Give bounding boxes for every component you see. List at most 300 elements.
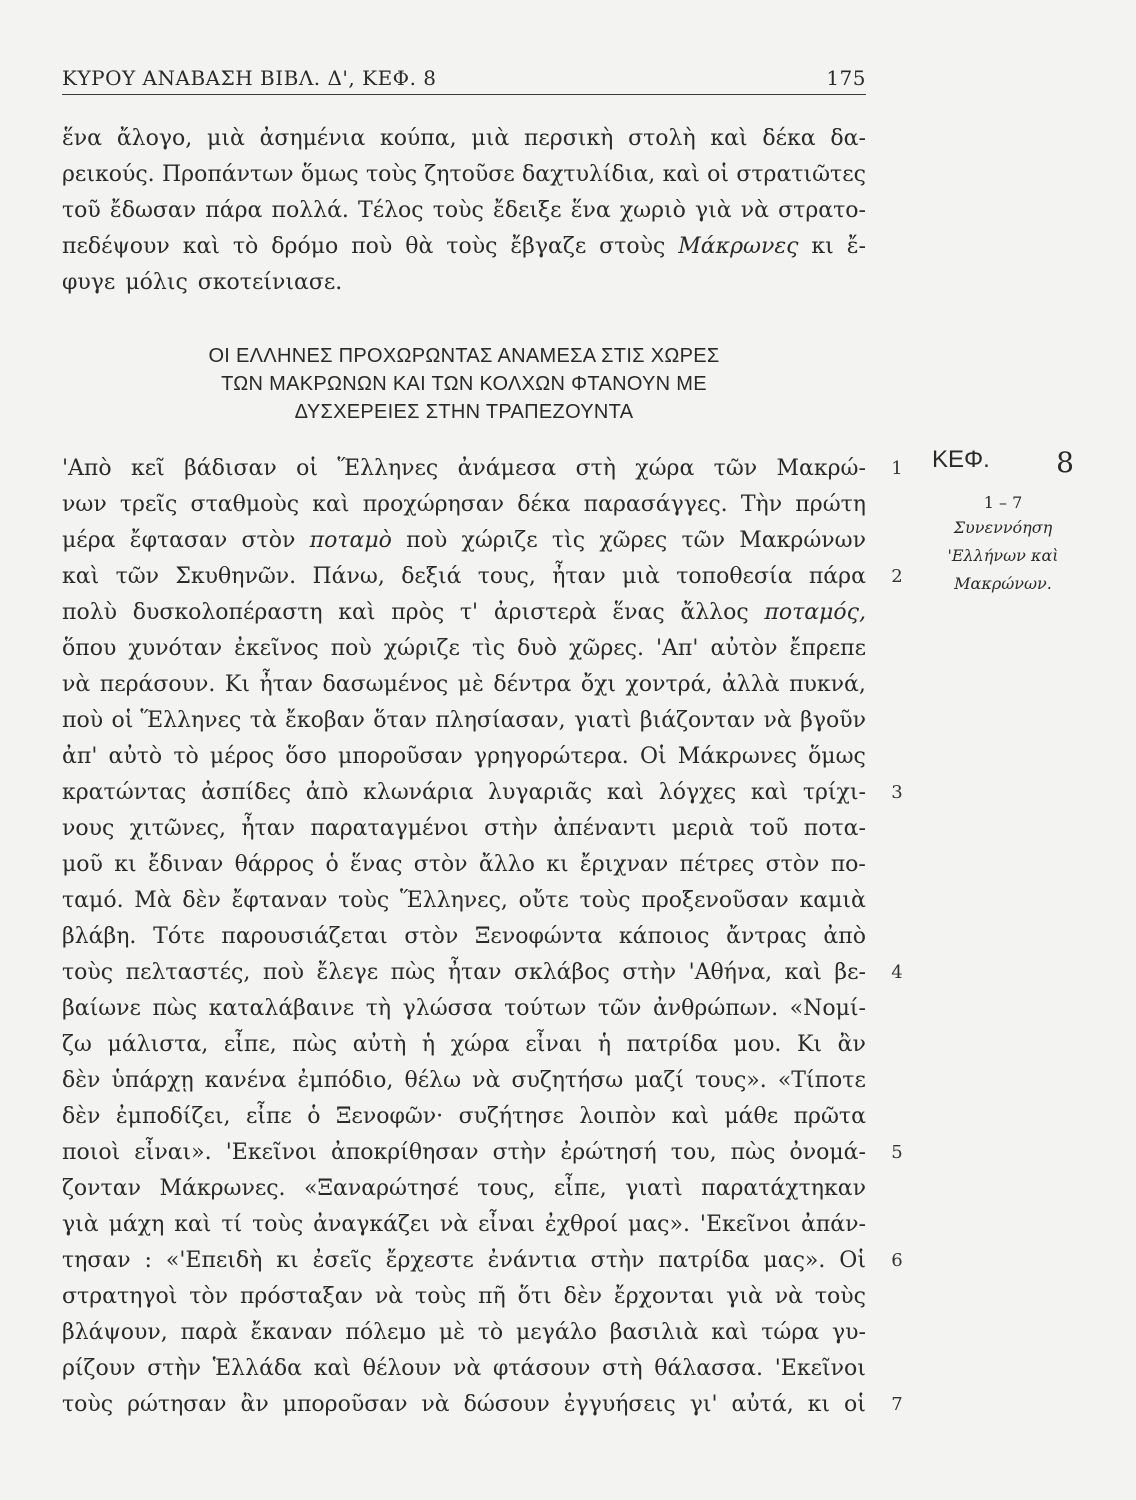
word: Μάκρωνες (678, 234, 799, 259)
word: ἔρχεστε (385, 1248, 474, 1273)
word: τὸν (189, 1284, 229, 1309)
word: ἀσπίδες (201, 780, 292, 805)
word: ἔδωσαν (109, 198, 197, 223)
word: εἶναι (525, 1032, 583, 1057)
word: ποὺ (62, 708, 104, 733)
word: ἀπὸ (823, 924, 866, 949)
word: γιὰ (695, 198, 732, 223)
word: ἔφταναν (231, 888, 328, 913)
word: ὅπου (62, 636, 117, 661)
word: χώρα (450, 1032, 510, 1057)
word: ὄχι (580, 672, 617, 697)
word: λυγαριᾶς (488, 780, 593, 805)
word: ἄντρας (726, 924, 807, 949)
word: χῶρες. (569, 636, 644, 661)
word: στὴν (492, 1140, 547, 1165)
word: δὲν (563, 1284, 603, 1309)
word: τοῦ (62, 198, 101, 223)
word: τ' (459, 600, 479, 625)
word: τῶν (115, 564, 160, 589)
word: μέρος (209, 744, 275, 769)
word: στρατιῶτες (736, 162, 866, 187)
word: στὴν (590, 1248, 645, 1273)
word: καταλάβαινε (208, 996, 355, 1021)
word: τούτων (504, 996, 587, 1021)
word: βλάβη. (62, 924, 137, 949)
section-range: 1 – 7 (983, 493, 1023, 512)
text-line (62, 1135, 866, 1171)
word: ἡ (421, 1032, 436, 1057)
word: τῶν (597, 996, 642, 1021)
word: οἱ Ἕλληνες (111, 708, 242, 733)
word: ρεικούς. (62, 162, 155, 187)
word: ὁ (307, 1104, 321, 1129)
word: τησαν (62, 1248, 131, 1273)
heading-line: ΤΩΝ ΜΑΚΡΩΝΩΝ ΚΑΙ ΤΩΝ ΚΟΛΧΩΝ ΦΤΑΝΟΥΝ ΜΕ (221, 373, 707, 395)
word: βγοῦν (800, 708, 866, 733)
word: «Ξαναρώτησέ (304, 1176, 459, 1201)
word: στὸν (241, 528, 296, 553)
word: μοῦ (62, 852, 103, 877)
word: ὅσο (285, 744, 327, 769)
word: στὴν (484, 816, 538, 841)
word: Προπάντων (161, 162, 294, 187)
word: ἔδιναν (147, 852, 224, 877)
section-number: 2 (891, 566, 903, 587)
word: μιὰ (207, 126, 245, 151)
text-line (62, 1351, 866, 1387)
word: ἀποκρίθησαν (330, 1140, 479, 1165)
word: στρατο- (778, 198, 866, 223)
word: τὶς (551, 528, 586, 553)
word: Σκυθηνῶν. (175, 564, 297, 589)
word: σκλάβος (513, 960, 610, 985)
word: ἐρώτησή (560, 1140, 657, 1165)
word: πὼς (292, 1032, 338, 1057)
word: καὶ (750, 780, 789, 805)
word: ἀνάμεσα (457, 456, 557, 481)
word: δυσκολοπέραστη (132, 600, 323, 625)
word: μάθε (724, 1104, 779, 1129)
text-line (62, 1027, 866, 1063)
word: σταθμοὺς (190, 492, 300, 517)
word: καὶ (606, 780, 645, 805)
page-number: 175 (826, 66, 866, 90)
word: ὅμως (300, 162, 359, 187)
word: ἀνθρώπων. (652, 996, 779, 1021)
chapter-marker (932, 446, 1074, 479)
word: πλησίασαν, (435, 708, 566, 733)
word: τῶν (713, 456, 758, 481)
word: ἀριστερὰ (493, 600, 597, 625)
word: ποτα- (803, 816, 866, 841)
word: πελταστές, (125, 960, 251, 985)
word: ἕνας (350, 852, 403, 877)
word: μέρα (62, 528, 116, 553)
word: τὴ (365, 996, 392, 1021)
word: φτάσουν (492, 1356, 591, 1381)
word: τους, (477, 564, 536, 589)
word: ἂν (837, 1032, 866, 1057)
chapter-label: ΚΕΦ. (932, 446, 990, 473)
word: 'Απ' (656, 636, 699, 661)
word: Ἕλληνες, (399, 888, 508, 913)
word: ἀναγκάζει (313, 1212, 430, 1237)
word: κούπα, (379, 126, 457, 151)
word: ἕνα (62, 126, 103, 151)
word: ἐχθροί (544, 1212, 619, 1237)
word: παρουσιάζεται (221, 924, 388, 949)
word: 'Εκεῖνοι (699, 1212, 792, 1237)
word: τὸ (173, 744, 199, 769)
word: Ἕλληνες (337, 456, 439, 481)
word: ἄλογο, (116, 126, 193, 151)
word: παραταγμένοι (310, 816, 469, 841)
word: κι (546, 852, 569, 877)
word: λόγχες (658, 780, 737, 805)
word: βαίωνε (62, 996, 141, 1021)
word: Τέλος (358, 198, 424, 223)
word: : (144, 1248, 152, 1273)
word: ποιοὶ (62, 1140, 121, 1165)
word: ἕνας (612, 600, 665, 625)
word: στοὺς (599, 234, 666, 259)
word: Ξενοφώντα (474, 924, 603, 949)
word: μιὰ (471, 126, 510, 151)
word: στὴ (575, 456, 616, 481)
word: πρὸς (391, 600, 445, 625)
word: τί (221, 1212, 243, 1237)
word: νὰ (472, 1068, 501, 1093)
word: παρασάγγες. (583, 492, 728, 517)
word: δέντρα (493, 672, 572, 697)
word: Ξενοφῶν· (335, 1104, 444, 1129)
word: πῆ (478, 1284, 506, 1309)
word: νὰ (62, 672, 91, 697)
word: Μακρώ- (776, 456, 866, 481)
word: μεγάλο (516, 1320, 597, 1345)
word: μου. (733, 1032, 782, 1057)
word: καὶ (62, 564, 100, 589)
word: δὲν (62, 1068, 101, 1093)
word: μας». (628, 1212, 690, 1237)
word: τοὺς (365, 162, 418, 187)
word: κι (114, 852, 137, 877)
word: Μάκρωνες. (159, 1176, 286, 1201)
word: βιάζονταν (639, 708, 756, 733)
text-line (62, 739, 866, 775)
word: αὐτὸ (108, 744, 163, 769)
running-title: ΚΥΡΟΥ ΑΝΑΒΑΣΗ ΒΙΒΛ. Δ', ΚΕΦ. 8 (62, 66, 437, 90)
word: ἔ- (846, 234, 866, 259)
word: καὶ (338, 600, 376, 625)
word: στὴ (602, 1356, 643, 1381)
text-line (62, 229, 866, 265)
text-line (62, 1207, 866, 1243)
word: του, (670, 1140, 717, 1165)
word: στὸν (413, 852, 468, 877)
word: ἔφτασαν (129, 528, 228, 553)
word: πὼς (390, 960, 436, 985)
word: ποὺ (351, 234, 393, 259)
word: στρατηγοὶ (62, 1284, 178, 1309)
word: ὀνομά- (789, 1140, 866, 1165)
word: νὰ (740, 198, 770, 223)
word: ἦταν (552, 564, 606, 589)
word: μάχη (108, 1212, 165, 1237)
word: στολὴ (628, 126, 696, 151)
word: πάρα (205, 198, 263, 223)
text-line (62, 451, 866, 487)
word: τὰ (249, 708, 277, 733)
text-line (62, 193, 866, 229)
word: ρίζουν (62, 1356, 136, 1381)
word: δὲν (62, 1104, 101, 1129)
word: καὶ (182, 234, 220, 259)
word: βλάψουν, (62, 1320, 168, 1345)
text-line (62, 847, 866, 883)
word: Μακρώνων (739, 528, 866, 553)
word: ὅτι (517, 1284, 552, 1309)
word: ἕνα (570, 198, 611, 223)
word: Οἱ (839, 1248, 866, 1273)
word: Τὴν (740, 492, 783, 517)
word: μποροῦσαν (282, 1392, 408, 1417)
word: γιὰ (726, 1284, 763, 1309)
word: δέκα (762, 126, 816, 151)
word: νους (62, 816, 115, 841)
word: τοὺς (62, 1392, 114, 1417)
running-head (62, 66, 866, 95)
word: δέκα (517, 492, 571, 517)
text-line (62, 121, 866, 157)
word: «Τίποτε (777, 1068, 866, 1093)
text-line (62, 703, 866, 739)
word: 'Εκεῖνοι (774, 1356, 866, 1381)
main-paragraph (62, 451, 866, 1423)
text-line (62, 775, 866, 811)
word: Οἱ (639, 744, 667, 769)
word: ὅταν (373, 708, 427, 733)
word: ἡ (597, 1032, 612, 1057)
word: θέλουν (362, 1356, 442, 1381)
word: «Νομί- (789, 996, 866, 1021)
word: μας». (763, 1248, 826, 1273)
word: ἔρχονται (613, 1284, 715, 1309)
word: νὰ (453, 1356, 482, 1381)
word: καὶ (312, 492, 350, 517)
word: 'Αθήνα, (688, 960, 773, 985)
word: καὶ (662, 162, 700, 187)
word: συζητήσω (511, 1068, 624, 1093)
word: ἀπέναντι (553, 816, 657, 841)
word: μὲ (457, 672, 484, 697)
word: Κι (796, 1032, 823, 1057)
word: τοὺς (62, 960, 114, 985)
word: εἶπε, (223, 1032, 277, 1057)
word: αὐτὸν (710, 636, 778, 661)
word: καὶ (671, 1104, 709, 1129)
word: πυκνά, (789, 672, 866, 697)
text-line (62, 523, 866, 559)
word: ἀπ' (62, 744, 98, 769)
intro-paragraph (62, 121, 866, 301)
word: ὑπάρχῃ (111, 1068, 194, 1093)
word: Πάνω, (312, 564, 385, 589)
word: χιτῶνες, (129, 816, 226, 841)
word: τῶν (681, 528, 725, 553)
text-line (62, 487, 866, 523)
word: ἀπὸ (305, 780, 349, 805)
word: ἐσεῖς (312, 1248, 372, 1273)
word: τοὺς (579, 888, 631, 913)
word: πεδέψουν (62, 234, 170, 259)
word: χώρα (635, 456, 695, 481)
word: αὐτά, (731, 1392, 794, 1417)
word: δεξιά (401, 564, 462, 589)
word: ταμό. (62, 888, 124, 913)
word: μάλιστα, (107, 1032, 209, 1057)
word: κι (807, 1392, 831, 1417)
word: εἶπε (245, 1104, 292, 1129)
word: ζω (62, 1032, 92, 1057)
word: μιὰ (622, 564, 660, 589)
word: τους, (477, 1176, 536, 1201)
word: Κι (224, 672, 250, 697)
word: τὸ (232, 234, 259, 259)
word: συζήτησε (458, 1104, 564, 1129)
summary-line: 'Ελλήνων καὶ (947, 546, 1059, 565)
word: οἱ (296, 456, 318, 481)
word: μεριὰ (671, 816, 735, 841)
word: ἐμποδίζει, (115, 1104, 231, 1129)
text-line (62, 991, 866, 1027)
word: πὼς (152, 996, 198, 1021)
word: μποροῦσαν (337, 744, 463, 769)
word: ἦταν (447, 960, 502, 985)
word: πρῶτα (793, 1104, 866, 1129)
word: χώριζε (383, 636, 460, 661)
word: γι' (689, 1392, 718, 1417)
word: τὶς (471, 636, 506, 661)
word: δασωμένος (322, 672, 449, 697)
word: ποὺ (262, 960, 304, 985)
word: προξενοῦσαν (641, 888, 789, 913)
word: τοῦ (749, 816, 789, 841)
word: γιατὶ (625, 1176, 683, 1201)
text-line (62, 667, 866, 703)
word: ἔδειξε (492, 198, 562, 223)
word: θάρρος (234, 852, 315, 877)
word: θάλασσα. (654, 1356, 764, 1381)
word: νὰ (439, 1212, 469, 1237)
word: τοὺς (415, 1284, 467, 1309)
word: λοιπὸν (579, 1104, 657, 1129)
word: χοντρά, (625, 672, 713, 697)
word: στὴν (622, 960, 677, 985)
text-line (62, 595, 866, 631)
word: 'Εκεῖνοι (225, 1140, 317, 1165)
section-number: 4 (891, 962, 903, 983)
word: καὶ (711, 1320, 749, 1345)
word: ἦταν (259, 672, 314, 697)
word: τρίχι- (802, 780, 866, 805)
word: κλωνάρια (363, 780, 474, 805)
word: χῶρες (599, 528, 668, 553)
word: καὶ (313, 1356, 351, 1381)
word: ἄλλο (478, 852, 535, 877)
text-line (62, 1243, 866, 1279)
word: πατρίδα (658, 1248, 750, 1273)
word: εἶπε, (553, 1176, 607, 1201)
word: παρατάχτηκαν (701, 1176, 866, 1201)
word: δαχτυλίδια, (522, 162, 656, 187)
word: πρόσταξαν (239, 1284, 363, 1309)
section-number: 5 (891, 1142, 903, 1163)
word: κανένα (204, 1068, 287, 1093)
word: πολὺ (62, 600, 118, 625)
word: πο- (830, 852, 866, 877)
word: Τότε (153, 924, 205, 949)
word: νὰ (774, 1284, 803, 1309)
word: στὸν (765, 852, 820, 877)
word: χυνόταν (128, 636, 223, 661)
text-line (62, 265, 866, 301)
word: ρώτησαν (127, 1392, 227, 1417)
text-line (62, 631, 866, 667)
word: βασιλιὰ (609, 1320, 699, 1345)
word: δώσουν (463, 1392, 550, 1417)
text-line (62, 1063, 866, 1099)
word: ἂν (240, 1392, 269, 1417)
word: πατρίδα (626, 1032, 718, 1057)
word: εἶναι». (134, 1140, 212, 1165)
word: μαζί (634, 1068, 685, 1093)
word: πὼς (730, 1140, 776, 1165)
word: ἐκεῖνος (234, 636, 319, 661)
word: εἶναι (478, 1212, 535, 1237)
word: δὲν (182, 888, 221, 913)
word: ποταμός, (764, 600, 866, 625)
word: στὸν (404, 924, 459, 949)
word: μόλις (125, 270, 188, 295)
word: σκοτείνιασε. (197, 270, 343, 295)
word: ἀλλὰ (721, 672, 780, 697)
word: παρὰ (180, 1320, 238, 1345)
word: φυγε (62, 270, 116, 295)
word: ἐνάντια (487, 1248, 577, 1273)
word: ἄλλος (680, 600, 749, 625)
word: οἱ (843, 1392, 866, 1417)
word: θέλω (404, 1068, 462, 1093)
word: βάδισαν (184, 456, 277, 481)
word: καὶ (174, 1212, 212, 1237)
word: τους». (695, 1068, 767, 1093)
word: τοποθεσία (676, 564, 793, 589)
word: τοὺς (252, 1212, 304, 1237)
word: γλώσσα (402, 996, 493, 1021)
text-line (62, 1315, 866, 1351)
section-number: 1 (891, 458, 903, 479)
margin-note (932, 446, 1082, 596)
text-line (62, 883, 866, 919)
word: 'Απὸ (62, 456, 112, 481)
word: γρηγορώτερα. (473, 744, 629, 769)
word: καὶ (710, 126, 748, 151)
word: καὶ (784, 960, 822, 985)
word: ἔριχναν (579, 852, 669, 877)
word: νὰ (763, 708, 792, 733)
